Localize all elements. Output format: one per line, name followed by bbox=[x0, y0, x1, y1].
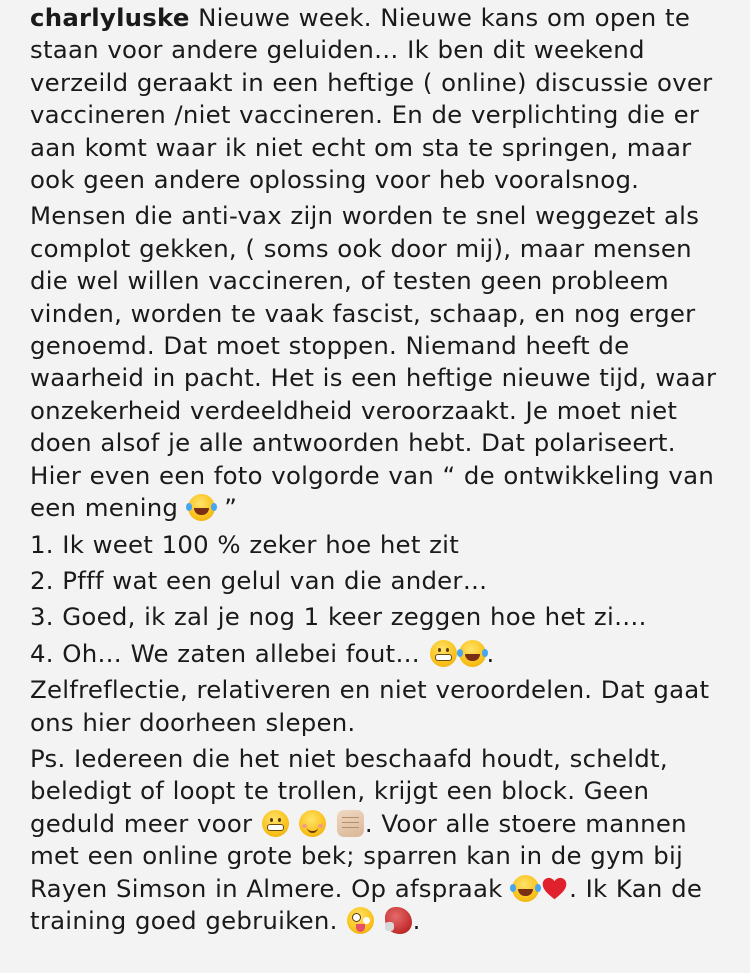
username-link[interactable]: charlyluske bbox=[30, 3, 190, 32]
grimacing-face-icon bbox=[430, 640, 457, 667]
zany-face-icon bbox=[347, 907, 374, 934]
caption-ps-end: . bbox=[412, 905, 421, 935]
caption-paragraph-2-end: ” bbox=[215, 493, 238, 523]
face-with-tears-of-joy-icon bbox=[188, 494, 215, 521]
list-item-4: 4. Oh… We zaten allebei fout… bbox=[30, 638, 420, 668]
list-item-4-end: . bbox=[486, 638, 495, 668]
red-heart-icon bbox=[541, 875, 568, 902]
oncoming-fist-icon bbox=[337, 810, 364, 837]
list-item-4-line bbox=[30, 638, 732, 670]
boxing-glove-icon bbox=[385, 907, 412, 934]
list-item-1: 1. Ik weet 100 % zeker hoe het zit bbox=[30, 529, 460, 559]
caption-paragraph-2-text: Mensen die anti-vax zijn worden te snel weggezet als complot gekken, ( soms ook door mij), maar mensen die wel willen vaccineren, of testen geen probleem vinden, worden te vaak fascist, schaap, en nog erger genoemd. Dat moet stoppen. Niemand heeft de waarheid in pacht. Het is een heftige nieuwe tijd, waar onzekerheid verdeeldheid veroorzaakt. Je moet niet doen alsof je alle antwoorden hebt. Dat polariseert. Hier even een foto volgorde van “ de ontwikkeling van een mening bbox=[30, 201, 717, 523]
grimacing-face-icon bbox=[262, 810, 289, 837]
caption-ps-paragraph bbox=[30, 743, 732, 937]
caption-paragraph-2 bbox=[30, 200, 732, 524]
caption-ps-mid: . Voor alle stoere mannen met een online grote bek; sparren kan in de gym bij Rayen Simson in Almere. Op afspraak bbox=[30, 808, 687, 903]
smiling-face-icon bbox=[299, 810, 326, 837]
list-item-2: 2. Pfff wat een gelul van die ander… bbox=[30, 565, 488, 595]
caption-ps-start: Ps. Iedereen die het niet beschaafd houdt, scheldt, beledigt of loopt te trollen, krijgt een block. Geen geduld meer voor bbox=[30, 743, 668, 838]
caption-ps-mid-2: . Ik Kan de training goed gebruiken. bbox=[30, 873, 703, 935]
caption-intro-text: Nieuwe week. Nieuwe kans om open te staan voor andere geluiden… Ik ben dit weekend verzeild geraakt in een heftige ( online) discussie over vaccineren /niet vaccineren. En de verplichting die er aan komt waar ik niet echt om sta te springen, maar ook geen andere oplossing voor heb vooralsnog. bbox=[30, 3, 713, 195]
caption-paragraph-3: Zelfreflectie, relativeren en niet veroordelen. Dat gaat ons hier doorheen slepen. bbox=[30, 675, 710, 737]
caption-intro-paragraph bbox=[30, 0, 732, 196]
list-item-3: 3. Goed, ik zal je nog 1 keer zeggen hoe het zi…. bbox=[30, 602, 647, 632]
face-with-tears-of-joy-icon bbox=[512, 875, 539, 902]
face-with-tears-of-joy-icon bbox=[459, 640, 486, 667]
